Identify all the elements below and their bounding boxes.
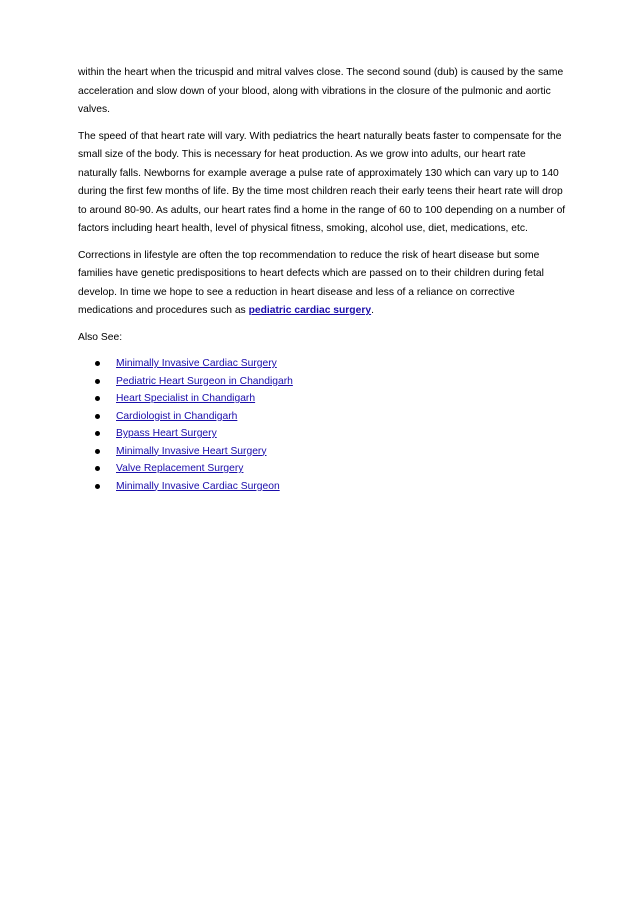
link-minimally-invasive-cardiac-surgeon[interactable]: Minimally Invasive Cardiac Surgeon	[116, 480, 280, 492]
bullet-icon	[95, 431, 100, 436]
list-item	[78, 478, 566, 496]
bullet-icon	[95, 361, 100, 366]
link-bypass-heart-surgery[interactable]: Bypass Heart Surgery	[116, 428, 217, 439]
list-item	[78, 425, 566, 443]
also-see-list	[78, 355, 566, 495]
pediatric-cardiac-surgery-link[interactable]: pediatric cardiac surgery	[248, 305, 372, 316]
link-heart-specialist[interactable]: Heart Specialist in Chandigarh	[116, 393, 256, 404]
lifestyle-text-end: .	[371, 305, 374, 316]
also-see-label: Also See:	[78, 331, 123, 343]
bullet-icon	[95, 449, 100, 454]
bullet-icon	[95, 466, 100, 471]
bullet-icon	[95, 379, 100, 384]
paragraph-heart-sounds: within the heart when the tricuspid and mitral valves close. The second sound (dub) is caused by the same acceleration and slow down of your blood, along with vibrations in the closure of the pulmonic and aortic valves.	[78, 67, 564, 115]
paragraph-lifestyle	[78, 247, 566, 321]
link-minimally-invasive-heart-surgery[interactable]: Minimally Invasive Heart Surgery	[116, 445, 267, 457]
paragraph-heart-rate: The speed of that heart rate will vary. With pediatrics the heart naturally beats faster to compensate for the small size of the body. This is necessary for heat production. As we grow into adults, our heart rate naturally falls. Newborns for example average a pulse rate of approximately 130 which can vary up to 140 during the first few months of life. By the time most children reach their early teens their heart rate will drop to around 80-90. As adults, our heart rates find a home in the range of 60 to 100 depending on a number of factors including heart health, level of physical fitness, smoking, alcohol use, diet, medications, etc.	[78, 130, 566, 234]
bullet-icon	[95, 414, 100, 419]
link-minimally-invasive-cardiac-surgery[interactable]: Minimally Invasive Cardiac Surgery	[116, 358, 277, 369]
list-item	[78, 443, 566, 461]
bullet-icon	[95, 484, 100, 489]
link-cardiologist[interactable]: Cardiologist in Chandigarh	[116, 410, 238, 422]
link-valve-replacement-surgery[interactable]: Valve Replacement Surgery	[116, 463, 244, 474]
list-item	[78, 460, 566, 478]
lifestyle-text: Corrections in lifestyle are often the top recommendation to reduce the risk of heart disease but some families have genetic predispositions to heart defects which are passed on to their children during fetal develop. In time we hope to see a reduction in heart disease and less of a reliance on corrective medications and procedures such as	[78, 249, 544, 316]
list-item	[78, 355, 566, 373]
link-pediatric-heart-surgeon[interactable]: Pediatric Heart Surgeon in Chandigarh	[116, 375, 293, 387]
list-item	[78, 390, 566, 408]
bullet-icon	[95, 396, 100, 401]
document-page	[78, 64, 566, 495]
list-item	[78, 408, 566, 426]
list-item	[78, 373, 566, 391]
